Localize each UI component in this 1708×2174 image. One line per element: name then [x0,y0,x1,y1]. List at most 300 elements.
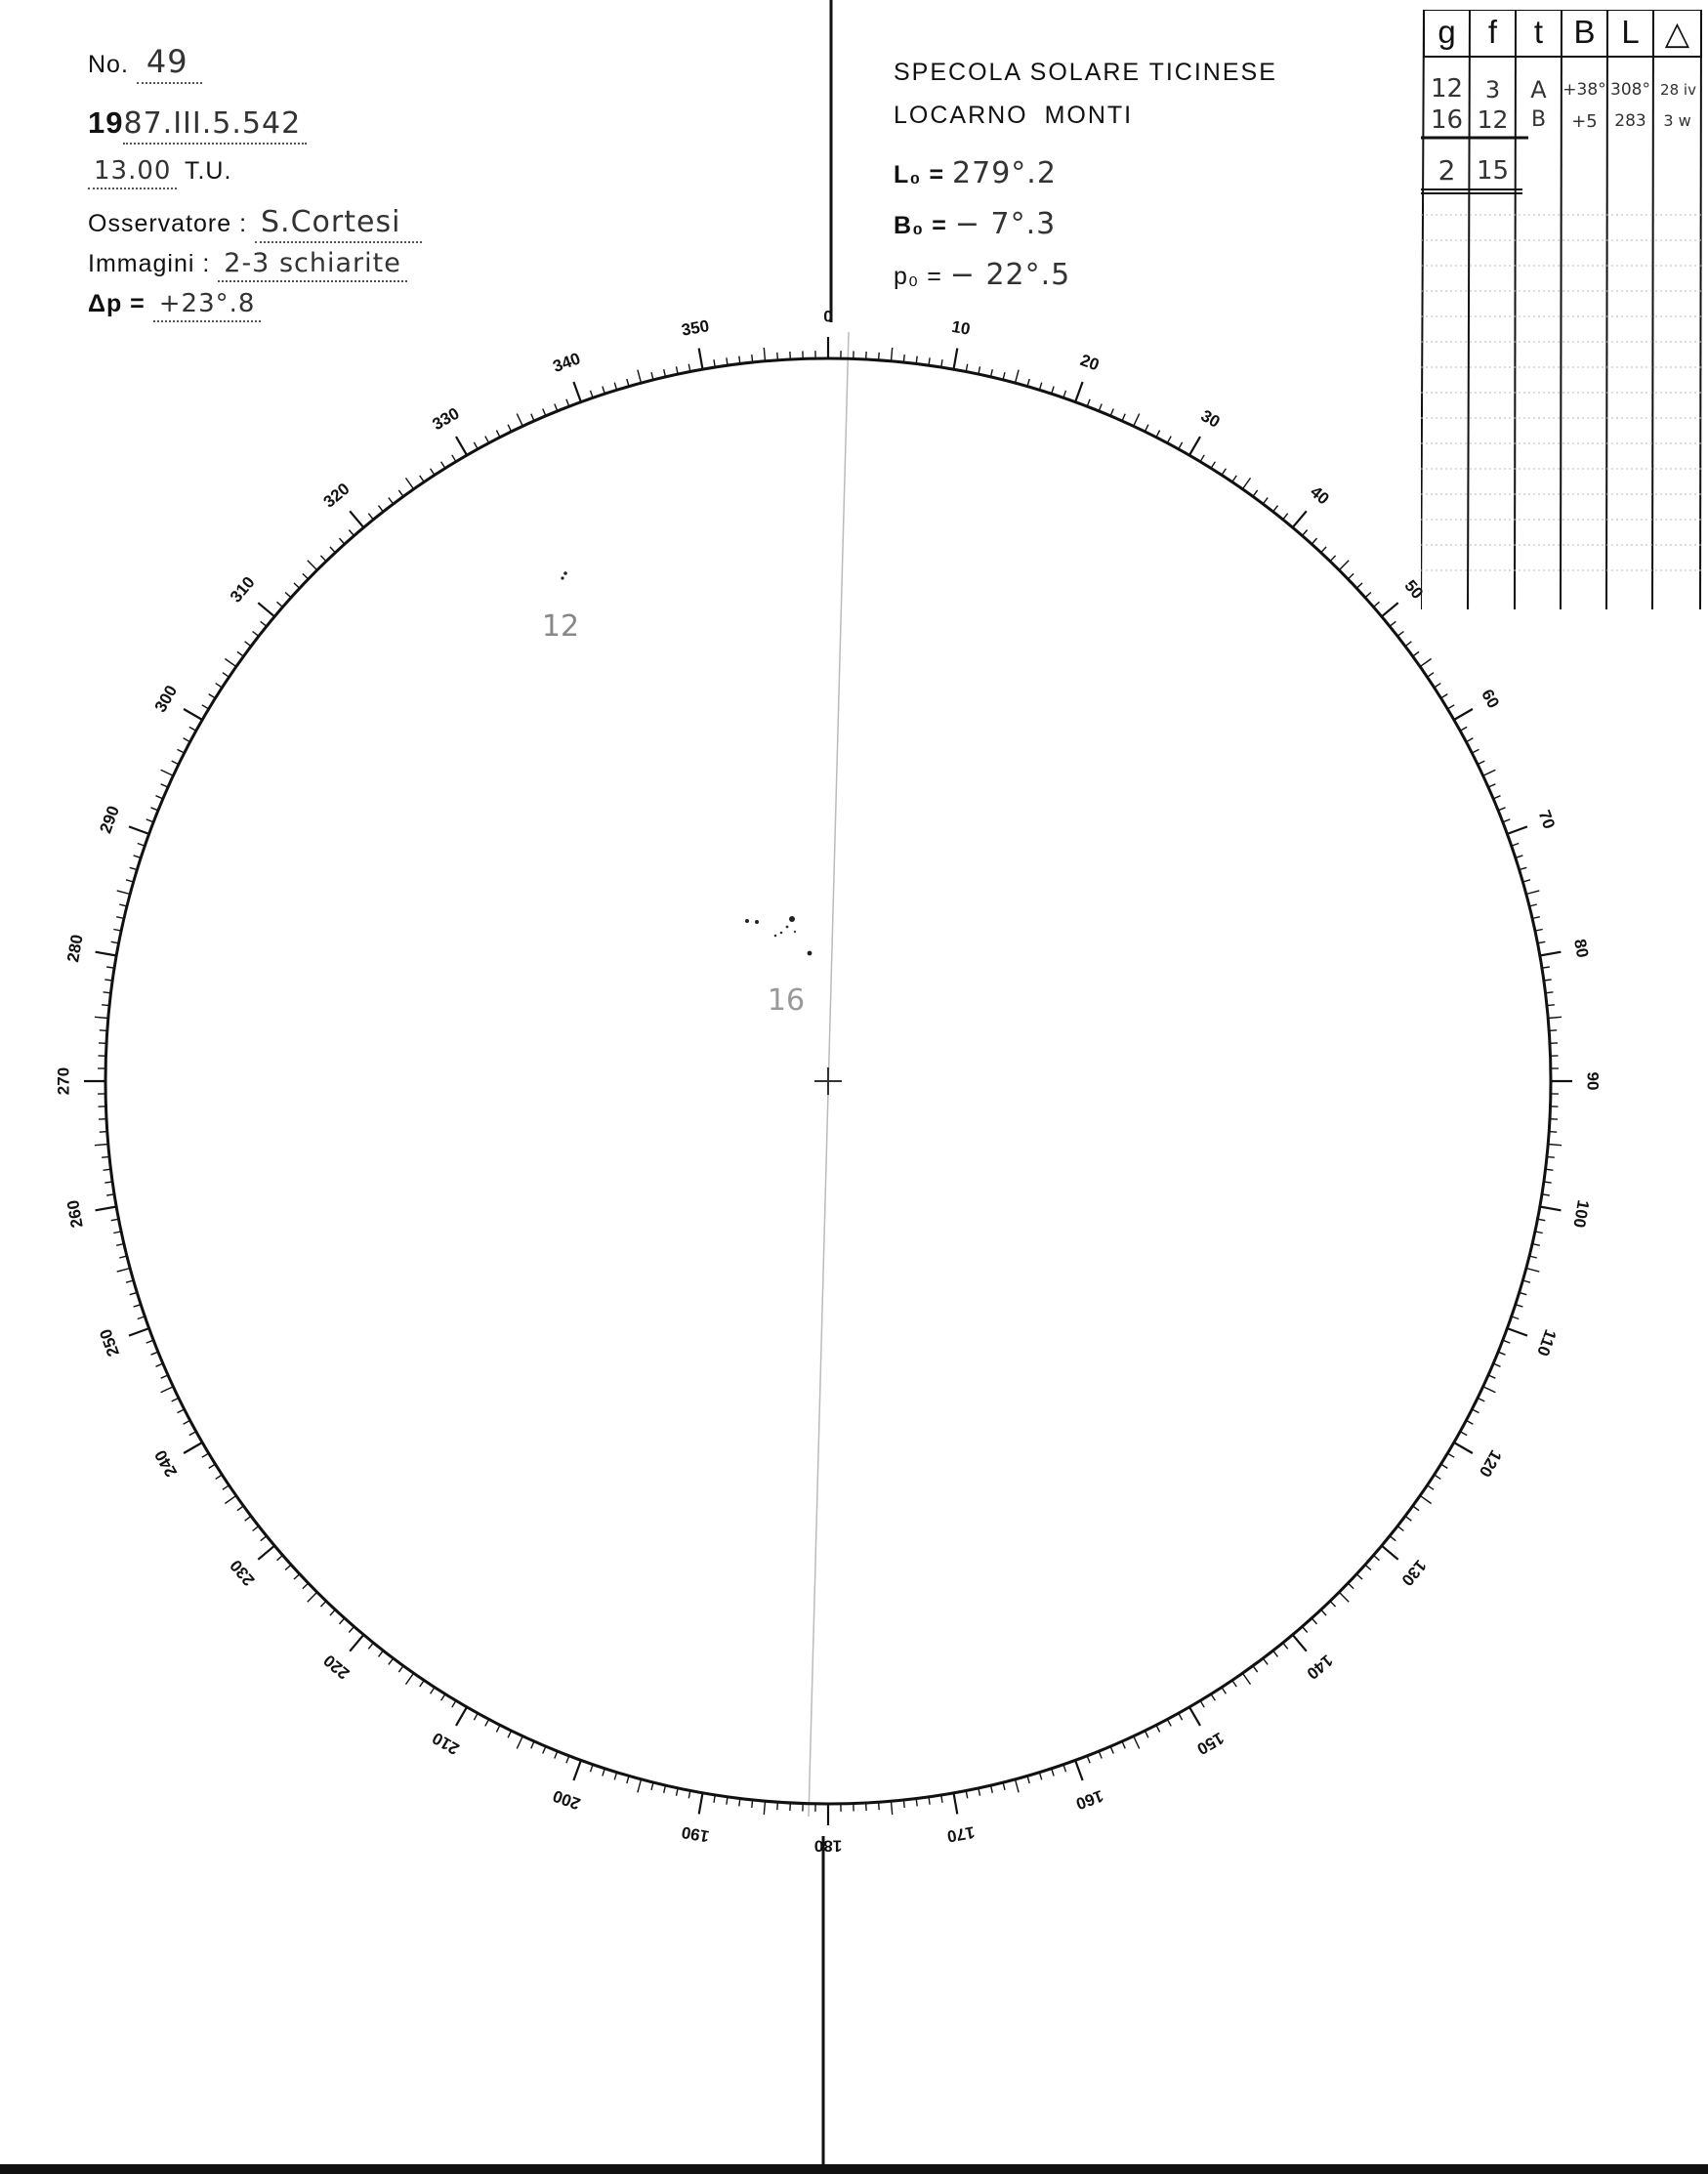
angle-tick [1222,469,1226,476]
angle-tick [1547,1005,1555,1006]
angle-tick [277,1556,283,1561]
angle-tick-label: 30 [1197,405,1224,432]
angle-tick [1075,1760,1083,1780]
table-total-groups: 2 [1437,154,1456,187]
table-total-spots: 15 [1476,156,1510,186]
angle-tick-label: 270 [54,1066,73,1096]
angle-tick [1413,1506,1419,1511]
angle-tick [1540,952,1562,956]
group-label-12: 12 [541,609,580,644]
angle-tick [96,1207,117,1211]
angle-tick [1546,1169,1554,1170]
angle-tick [573,382,581,402]
angle-tick [1200,1700,1204,1707]
angle-tick [209,1464,216,1468]
angle-tick [350,511,363,527]
angle-tick [739,1799,740,1807]
angle-tick [237,651,243,656]
angle-tick [1339,561,1349,570]
sunspot-group-16 [745,916,812,955]
angle-tick [117,1269,131,1273]
angle-tick [1498,1352,1505,1355]
angle-tick [456,1707,467,1726]
angle-tick [398,490,403,496]
angle-tick-label: 180 [813,1836,843,1856]
angle-tick-label: 0 [823,307,833,326]
angle-tick [245,642,251,647]
observer-value: S.Cortesi [255,205,422,243]
angle-tick [1507,1328,1527,1336]
angle-tick [258,1546,274,1560]
angle-tick [1548,1017,1562,1018]
angle-tick-label: 90 [1583,1071,1603,1091]
angle-tick [308,561,317,570]
angle-tick [1016,370,1020,384]
angle-tick [1447,1453,1454,1457]
angle-tick [1435,1475,1441,1479]
group-label-16: 16 [767,983,806,1018]
angle-tick [1134,1736,1140,1749]
angle-tick [172,761,179,765]
angle-tick [1263,1658,1268,1664]
p0-value: − 22°.5 [949,258,1071,292]
angle-tick [1529,904,1537,906]
table-header-f: f [1487,14,1498,50]
angle-tick [258,603,274,616]
table-cell-f: 3 [1484,76,1501,104]
angle-tick [764,348,765,361]
angle-tick [406,1673,414,1684]
angle-tick [431,1688,435,1694]
angle-tick [161,1387,174,1393]
angle-tick [189,727,196,731]
table-cell-L: 308° [1610,80,1650,100]
angle-tick-label: 350 [680,316,711,340]
angle-tick [892,348,893,361]
angle-tick [216,1475,223,1479]
date-prefix: 19 [88,105,124,140]
angle-tick-label: 150 [1193,1728,1228,1759]
angle-tick [1110,1746,1113,1753]
angle-tick [879,353,880,360]
angle-tick-label: 250 [96,1326,124,1359]
angle-tick [892,1801,893,1815]
sunspot [808,951,812,956]
angle-tick [1405,1516,1411,1521]
angle-tick [1330,556,1336,562]
angle-tick [253,632,259,637]
angle-tick [1547,1156,1555,1157]
angle-tick [1466,1420,1473,1424]
drawing-number-value: 49 [137,43,202,84]
angle-tick [349,530,354,536]
angle-tick [1390,1536,1396,1541]
angle-tick [1273,1651,1278,1656]
angle-tick [1222,1688,1226,1694]
angle-tick [1242,1673,1250,1684]
angle-tick [555,1751,558,1758]
table-header-B: B [1573,14,1596,50]
angle-tick [277,602,283,606]
angle-tick [151,808,158,811]
sunspot [561,576,563,579]
angle-tick [452,455,456,462]
angle-tick [178,749,185,753]
angle-tick [294,583,300,588]
observer-label: Osservatore : [88,210,248,237]
angle-tick [202,1453,209,1457]
angle-tick [202,705,209,709]
angle-tick [303,1583,309,1589]
angle-tick [102,1156,109,1157]
angle-tick-label: 170 [945,1822,977,1846]
angle-tick [1356,1574,1362,1579]
angle-tick-label: 140 [1303,1651,1337,1684]
angle-tick [1339,1592,1349,1602]
angle-tick [225,659,235,667]
angle-tick [638,1779,642,1793]
angle-tick [102,1005,109,1006]
angle-tick [441,1694,445,1701]
angle-tick [566,1756,569,1764]
angle-tick [1546,992,1554,993]
angle-tick [261,1536,267,1541]
angle-tick [638,370,642,384]
angle-tick [1365,593,1371,598]
angle-tick-label: 310 [226,572,259,606]
angle-tick [1428,673,1435,678]
sunspot [794,931,796,933]
angle-tick [1122,1741,1125,1748]
angle-tick [474,1713,478,1720]
angle-tick [1134,414,1140,427]
angle-tick [752,355,753,362]
sunspot [780,932,783,935]
angle-tick-label: 200 [550,1785,583,1814]
angle-tick [496,431,500,438]
angle-tick-label: 340 [550,349,583,377]
angle-tick [96,952,117,956]
images-label: Immagini : [88,250,211,277]
angle-tick [330,547,335,553]
sunspot [755,920,759,924]
angle-tick-label: 110 [1533,1326,1561,1359]
angle-tick [146,819,154,822]
angle-tick [184,1420,190,1424]
angle-tick [1420,1495,1431,1503]
angle-tick [1498,808,1505,811]
angle-tick [1122,414,1125,421]
angle-tick [178,1409,185,1413]
angle-tick [1232,1681,1237,1688]
angle-tick [340,538,345,544]
angle-tick [1374,602,1380,606]
angle-tick [517,1736,522,1749]
drawing-number-label: No. [88,51,129,78]
angle-tick [1454,1442,1473,1453]
angle-tick [151,1352,158,1355]
angle-tick [119,1256,127,1258]
angle-tick [531,414,534,421]
angle-tick [223,1485,229,1490]
L0-value: 279°.2 [952,156,1057,190]
angle-tick [1478,1398,1484,1401]
angle-tick [1293,1635,1307,1651]
angle-tick [1483,1387,1496,1393]
angle-tick [1441,1464,1448,1468]
angle-tick [651,372,653,380]
angle-tick [184,738,190,742]
angle-tick [903,1800,904,1808]
angle-tick [320,1601,326,1607]
angle-tick [566,399,569,407]
sunspot [789,916,795,922]
angle-tick [389,498,394,504]
angle-tick [156,1363,163,1366]
angle-tick-label: 220 [319,1651,354,1684]
angle-tick [543,409,546,416]
angle-tick [441,462,445,469]
date-value: 87.III.5.542 [123,106,307,145]
angle-tick [1365,1565,1371,1569]
page-bottom-edge [0,2164,1708,2174]
angle-tick [699,1793,703,1815]
angle-tick [184,1442,202,1453]
angle-tick [1330,1601,1336,1607]
angle-tick [1549,1030,1557,1031]
angle-tick [1454,709,1473,720]
angle-tick [379,506,384,512]
angle-tick [1145,1731,1148,1737]
angle-tick [1428,1485,1435,1490]
angle-tick [1312,538,1316,544]
angle-tick [1507,826,1527,834]
angle-tick [261,621,267,626]
angle-tick [1356,583,1362,588]
angle-tick [95,1017,108,1018]
angle-tick [1016,1779,1020,1793]
angle-tick [389,1658,394,1664]
angle-tick [1167,1719,1171,1726]
angle-tick-label: 260 [63,1198,87,1230]
angle-tick [1483,770,1496,775]
angle-tick [1435,684,1441,688]
angle-tick [1189,1707,1200,1726]
angle-tick [1099,1751,1102,1758]
angle-tick [517,414,522,427]
angle-tick [1179,442,1183,449]
table-header-delta: △ [1664,15,1690,51]
angle-tick [508,425,512,432]
angle-tick [1156,431,1160,438]
angle-tick-label: 120 [1475,1446,1506,1481]
angle-tick [156,796,163,799]
angle-tick [294,1574,300,1579]
angle-tick [216,684,223,688]
angle-tick [104,1169,111,1170]
angle-tick [1321,547,1326,553]
angle-tick-label: 160 [1073,1785,1106,1814]
angle-tick [1312,1618,1316,1624]
angle-tick [739,356,740,364]
angle-tick [420,476,425,482]
institution-line-1: SPECOLA SOLARE TICINESE [894,59,1277,86]
angle-tick [1503,1340,1511,1343]
angle-tick [245,1516,251,1521]
angle-tick [1549,1132,1557,1133]
angle-tick-label: 20 [1077,351,1102,375]
angle-tick [1441,694,1448,698]
angle-tick [1110,409,1113,416]
angle-tick [1529,1256,1537,1258]
angle-tick [349,1627,354,1633]
table-cell-L: 283 [1614,111,1646,131]
angle-tick [1211,1694,1215,1701]
angle-tick [100,1132,107,1133]
angle-tick [1253,490,1258,496]
angle-tick [1540,1207,1562,1211]
angle-tick [1283,514,1288,520]
angle-tick-label: 10 [950,316,972,339]
angle-tick [161,784,168,787]
time-value: 13.00 [88,156,177,189]
angle-tick-label: 40 [1306,481,1333,509]
angle-tick [253,1526,259,1531]
time-unit: T.U. [184,157,232,185]
angle-tick [916,356,917,364]
angle-tick [1242,478,1250,488]
angle-tick-label: 70 [1534,808,1559,832]
table-cell-delta: 28 iv [1660,81,1696,99]
angle-tick-label: 240 [150,1446,182,1481]
angle-tick [485,437,489,443]
angle-tick-label: 280 [63,933,87,964]
angle-tick [350,1635,363,1651]
table-cell-B: +5 [1571,111,1598,132]
angle-tick [1253,1666,1258,1672]
sunspot [786,926,789,929]
angle-tick [1200,455,1204,462]
angle-tick-label: 100 [1569,1198,1593,1230]
angle-tick [209,694,216,698]
angle-tick [1548,1145,1562,1146]
angle-tick [1472,749,1479,753]
table-header-t: t [1533,14,1544,50]
sunspot [563,571,567,575]
angle-tick [184,709,202,720]
angle-tick [764,1801,765,1815]
angle-tick [406,478,414,488]
angle-tick [100,1030,107,1031]
angle-tick [954,1793,958,1815]
angle-tick [1303,530,1308,536]
angle-tick [1460,1432,1467,1436]
angle-tick [474,442,478,449]
table-cell-g: 16 [1430,105,1464,135]
angle-tick [189,1432,196,1436]
angle-tick-label: 80 [1570,938,1593,959]
angle-tick [452,1700,456,1707]
angle-tick [330,1610,335,1615]
angle-tick [699,349,703,370]
angle-tick [161,770,174,775]
table-cell-B: +38° [1562,80,1606,100]
angle-tick-label: 230 [226,1556,259,1590]
angle-tick [1447,705,1454,709]
angle-tick [398,1666,403,1672]
angle-tick [1466,738,1473,742]
angle-tick [223,673,229,678]
angle-tick [1493,796,1500,799]
angle-tick [225,1495,235,1503]
sunspot-group-12 [561,571,566,579]
angle-tick [508,1731,512,1737]
angle-tick [916,1799,917,1807]
angle-tick [1390,621,1396,626]
angle-tick [129,826,149,834]
table-cell-g: 12 [1430,74,1464,104]
angle-tick [573,1760,581,1780]
angle-tick [1321,1610,1326,1615]
angle-tick [104,992,111,993]
angle-tick [531,1741,534,1748]
angle-tick [1232,476,1237,482]
angle-tick [1374,1556,1380,1561]
table-header-L: L [1621,14,1640,50]
angle-tick-label: 50 [1400,576,1428,604]
angle-tick [1488,784,1495,787]
angle-tick [1405,642,1411,647]
angle-tick [320,556,326,562]
angle-tick [172,1398,179,1401]
angle-tick [1526,1269,1540,1273]
angle-tick [1382,603,1398,616]
angle-tick [954,349,958,370]
angle-tick [1413,651,1419,656]
angle-tick [1156,1725,1160,1732]
L0-label: L₀ = [894,161,945,188]
angle-tick [1211,462,1215,469]
angle-tick [555,404,558,411]
angle-tick [1472,1409,1479,1413]
angle-tick [1075,382,1083,402]
angle-tick [456,437,467,455]
angle-tick [237,1506,243,1511]
angle-tick [1397,1526,1403,1531]
angle-tick [1493,1363,1500,1366]
angle-tick [496,1725,500,1732]
angle-tick [1526,891,1540,895]
angle-tick [1087,1756,1090,1764]
angle-tick [1293,511,1307,527]
angle-tick [1145,425,1148,432]
angle-tick [777,1802,778,1810]
angle-tick [1303,1627,1308,1633]
angle-tick [1087,399,1090,407]
angle-tick [368,514,373,520]
angle-tick-label: 320 [319,479,354,512]
angle-tick [777,353,778,360]
sunspot [774,935,777,938]
angle-tick [1382,1546,1398,1560]
angle-tick [543,1746,546,1753]
angle-tick [308,1592,317,1602]
angle-tick [903,355,904,362]
angle-tick [368,1643,373,1649]
angle-tick [1460,727,1467,731]
angle-tick [1420,659,1431,667]
delta-p-label: Δp = [88,290,146,317]
